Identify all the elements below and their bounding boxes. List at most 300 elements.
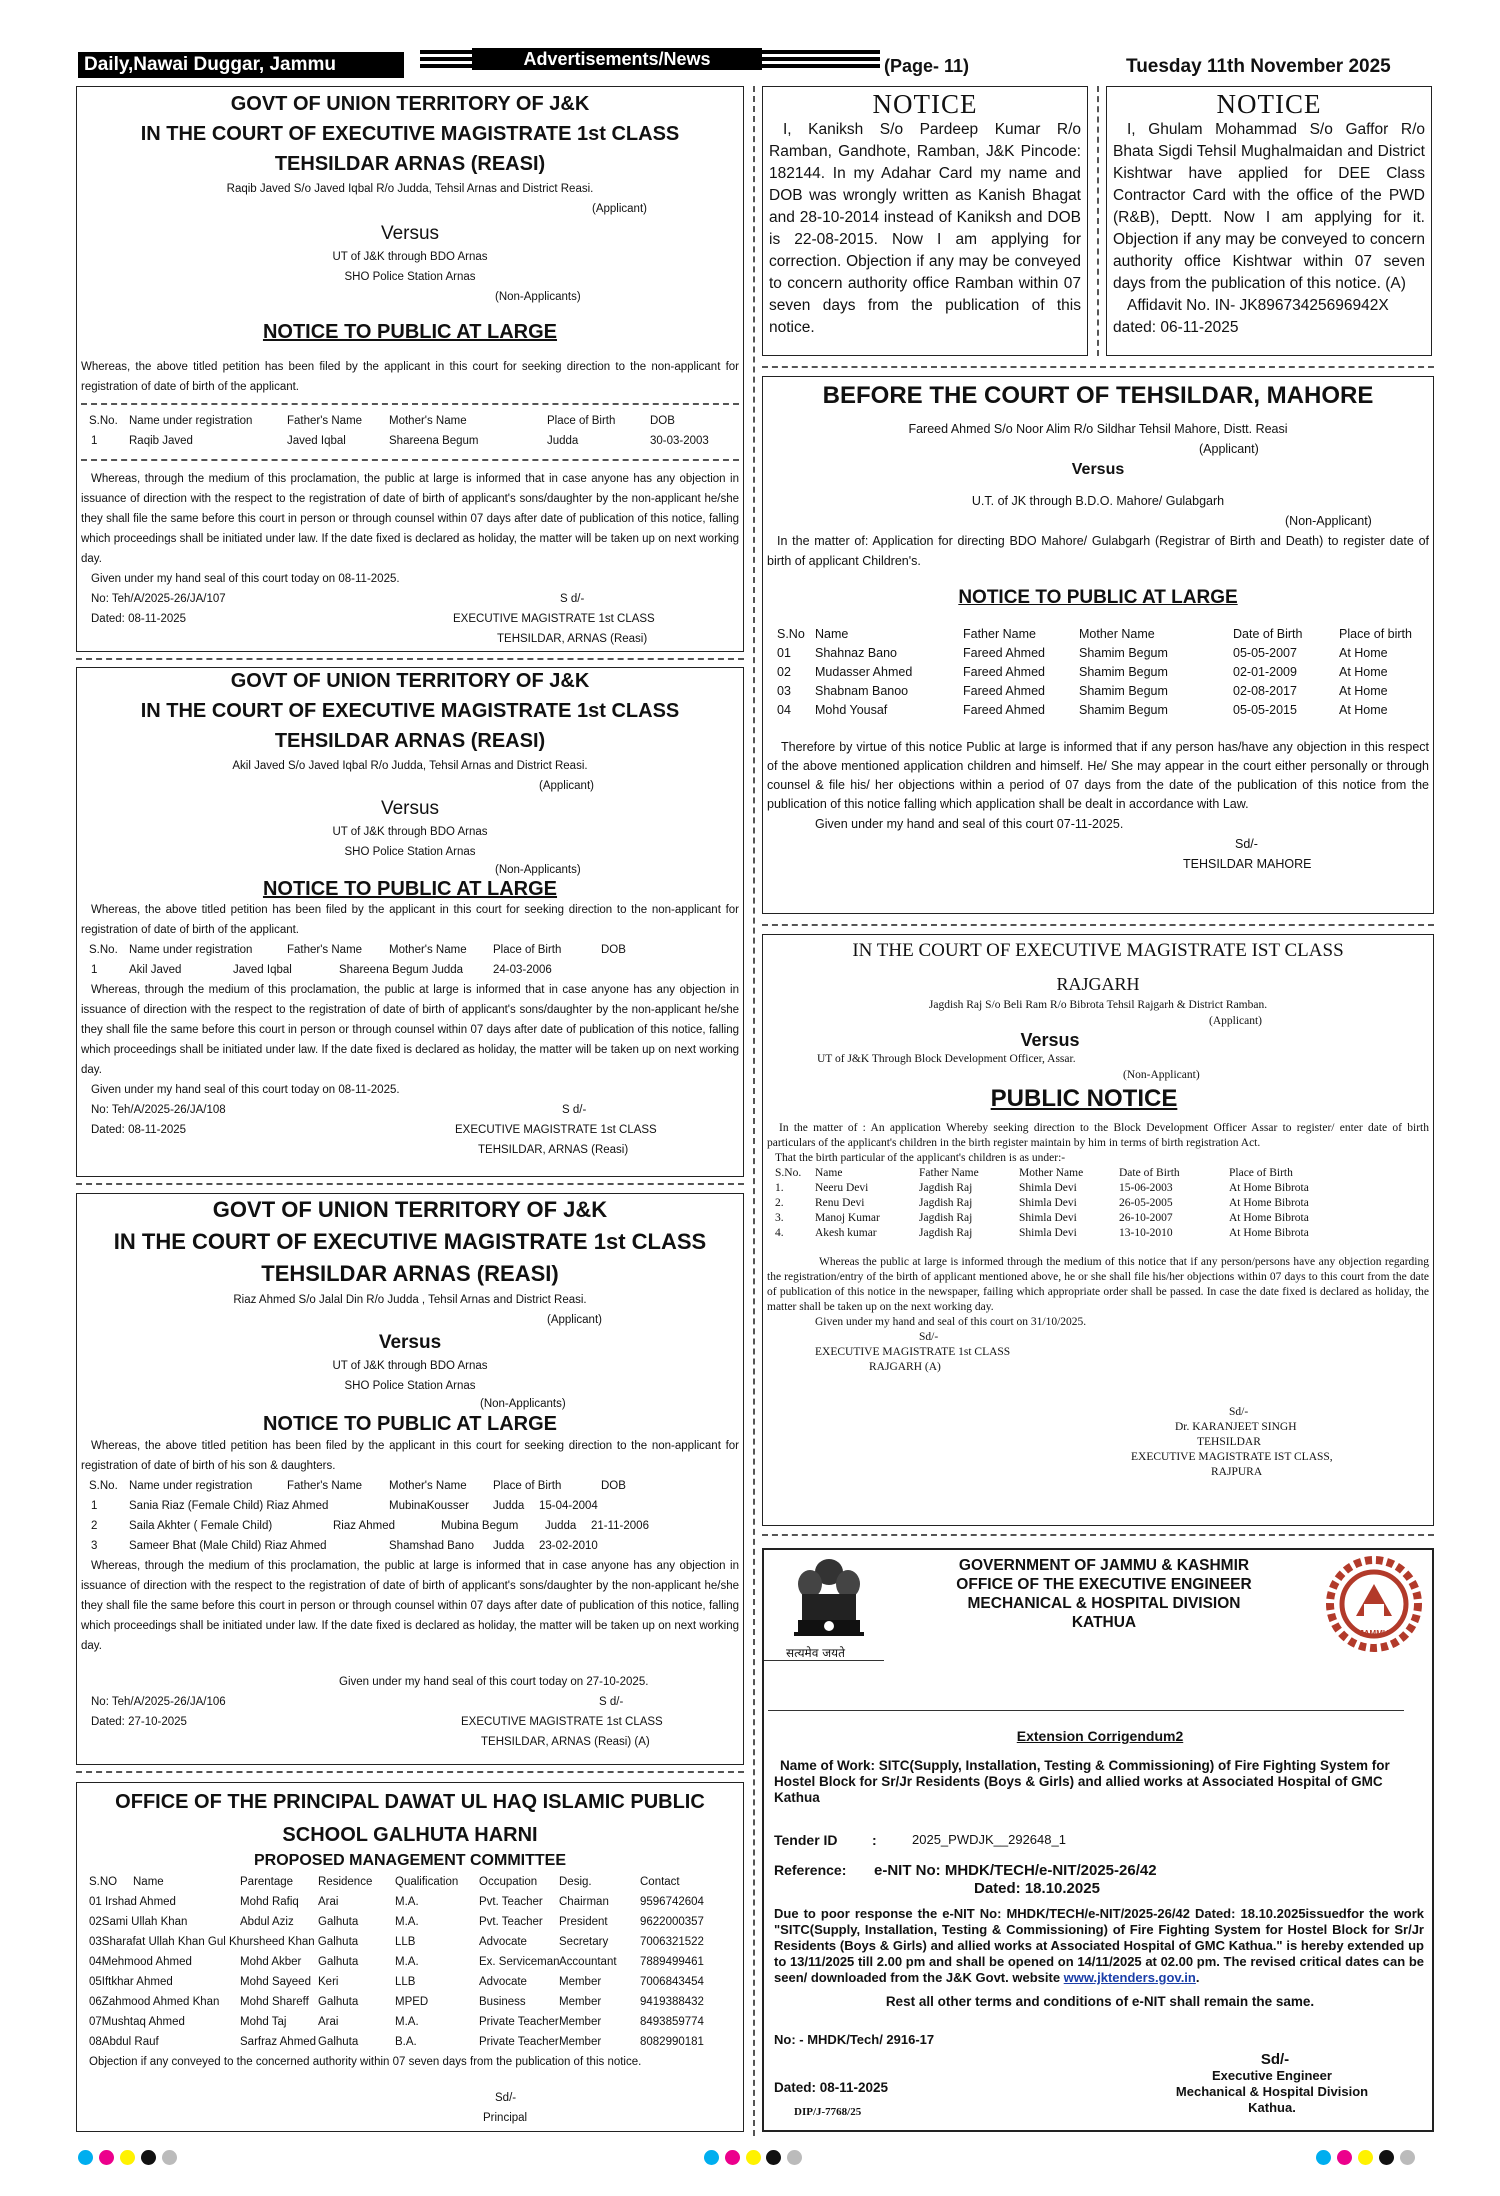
cell: 26-10-2007 [1119, 1212, 1173, 1224]
cell: 8493859774 [640, 2016, 704, 2028]
cell: 9419388432 [640, 1996, 704, 2008]
matter-line: In the matter of : An application Whereby seeking direction to the Block Development Officer Assar to register/ enter date of birth particulars of the applicant's children in the birth register maintain by him in terms of birth registration Act. [767, 1122, 1429, 1149]
magenta-dot [99, 2150, 114, 2165]
table-row [77, 960, 743, 980]
col-mother: Mother's Name [389, 1480, 467, 1492]
applicant-tag: (Applicant) [547, 1314, 602, 1326]
cell: 03Sharafat Ullah Khan Gul Khursheed Khan Galhuta [89, 1936, 359, 1948]
col-name: Name [815, 627, 849, 641]
signatory-office: RAJGARH (A) [869, 1361, 941, 1373]
col-mother: Mother's Name [389, 944, 467, 956]
given-line: Given under my hand seal of this court today on 27-10-2025. [339, 1676, 649, 1688]
notice-title: NOTICE TO PUBLIC AT LARGE [262, 878, 558, 900]
dated-line [77, 609, 743, 629]
signatory-place: Kathua. [1248, 2100, 1296, 2115]
applicant-line: Jagdish Raj S/o Beli Ram R/o Bibrota Tehsil Rajgarh & District Ramban. [928, 999, 1268, 1011]
magenta-dot [725, 2150, 740, 2165]
col-name: Name under registration [129, 415, 253, 427]
divider [81, 403, 739, 405]
notice-title: NOTICE [1216, 89, 1322, 119]
cell: Abdul Aziz [240, 1916, 294, 1928]
signatory-office: TEHSILDAR, ARNAS (Reasi) (A) [481, 1736, 650, 1748]
dated-line [77, 1120, 743, 1140]
cell: M.A. [395, 2016, 419, 2028]
org-line-1: GOVERNMENT OF JAMMU & KASHMIR [958, 1557, 1250, 1574]
applicant-line: Raqib Javed S/o Javed Iqbal R/o Judda, Tehsil Arnas and District Reasi. [226, 183, 594, 195]
respondent: U.T. of JK through B.D.O. Mahore/ Gulabgarh [971, 494, 1225, 508]
signatory-office: TEHSILDAR, ARNAS (Reasi) [497, 633, 648, 645]
table-row [763, 644, 1433, 663]
versus: Versus [380, 798, 440, 819]
signature-mark: Sd/- [1235, 837, 1258, 851]
divider [1097, 86, 1099, 356]
govt-heading: GOVT OF UNION TERRITORY OF J&K [230, 670, 590, 692]
court-heading: IN THE COURT OF EXECUTIVE MAGISTRATE 1st CLASS [113, 1229, 707, 1254]
cell: Shamshad Bano [389, 1540, 475, 1552]
table-row [77, 1972, 743, 1992]
intro-line: That the birth particular of the applicant's children is as under:- [775, 1152, 1066, 1164]
cell: Shahnaz Bano [815, 646, 898, 660]
col-dob: DOB [601, 944, 626, 956]
dated: Dated: 08-11-2025 [91, 613, 187, 625]
cell: 01 [777, 646, 791, 660]
cell: Galhuta [318, 2036, 359, 2048]
reference-label: Reference: [774, 1862, 847, 1878]
cell: 08Abdul Rauf [89, 2036, 159, 2048]
notice-kaniksh [762, 86, 1088, 356]
signatory-title: EXECUTIVE MAGISTRATE 1st CLASS [815, 1346, 1011, 1358]
col-contact: Contact [640, 1876, 680, 1888]
cell: At Home [1339, 703, 1388, 717]
col-sno: S.No. [89, 944, 118, 956]
cell: President [559, 1916, 608, 1928]
table-row [77, 2032, 743, 2052]
applicant-line: Riaz Ahmed S/o Jalal Din R/o Judda , Tehsil Arnas and District Reasi. [233, 1294, 587, 1306]
cell: 03 [777, 684, 791, 698]
col-parentage: Parentage [240, 1876, 294, 1888]
notice-body: I, Ghulam Mohammad S/o Gaffor R/o Bhata Sigdi Tehsil Mughalmaidan and District Kishtwar have applied for DEE Class Contractor Card with the office of the PWD (R&B), Deptt. Now I am applying for it. Objection if any may be conveyed to concern authority office Kishtwar within 07 seven days from the publication of this notice. (A) [1113, 121, 1425, 292]
signatory-title-3: EXECUTIVE MAGISTRATE IST CLASS, [1131, 1451, 1333, 1463]
notice-title: NOTICE [872, 89, 978, 119]
emblem-motto: सत्यमेव जयते [786, 1646, 845, 1660]
cell: 7006843454 [640, 1976, 704, 1988]
signature-mark: S d/- [560, 593, 585, 605]
col-place: Place of birth [1339, 627, 1412, 641]
col-dob: DOB [601, 1480, 626, 1492]
cell: At Home [1339, 665, 1388, 679]
cell: MPED [395, 1996, 429, 2008]
work-label: Name of Work [780, 1758, 871, 1773]
affidavit-number: Affidavit No. IN- JK89673425696942X [1127, 297, 1389, 314]
respondent-2: SHO Police Station Arnas [344, 1380, 476, 1392]
cell: Shamim Begum [1079, 646, 1168, 660]
cell: 02 [777, 665, 791, 679]
cell: MubinaKousser [389, 1500, 469, 1512]
gray-dot [162, 2150, 177, 2165]
signature-mark: Sd/- [919, 1331, 939, 1343]
notice-body: I, Kaniksh S/o Pardeep Kumar R/o Ramban, Gandhote, Ramban, J&K Pincode: 182144. In my Adahar Card my name and DOB was wrongly written as Kanish Bhagat and 28-10-2014 instead of Kaniksh and DOB is 22-08-2015. Now I am applying for correction. Objection if any may be conveyed to concern authority office Ramban within 07 seven days from the publication of this notice. [769, 121, 1081, 336]
yellow-dot [1358, 2150, 1373, 2165]
cell: 21-11-2006 [591, 1520, 649, 1532]
cell: Mubina Begum [441, 1520, 519, 1532]
col-designation: Desig. [559, 1876, 592, 1888]
black-dot [1379, 2150, 1394, 2165]
given-line: Given under my hand and seal of this court 07-11-2025. [815, 817, 1124, 831]
signatory-name: Dr. KARANJEET SINGH [1175, 1421, 1297, 1433]
table-row [763, 1181, 1433, 1196]
cell: 3 [91, 1540, 98, 1552]
rest-terms: Rest all other terms and conditions of e-NIT shall remain the same. [885, 1994, 1315, 2009]
divider [762, 1534, 1434, 1536]
signatory-title-2: TEHSILDAR [1197, 1436, 1261, 1448]
signature-block [1152, 2052, 1392, 2116]
cell: 8082990181 [640, 2036, 704, 2048]
section-label: Advertisements/News [472, 48, 762, 70]
divider [76, 1183, 744, 1185]
cell: Javed Iqbal [233, 964, 292, 976]
cell: At Home [1339, 684, 1388, 698]
cell: 3. [775, 1212, 784, 1224]
col-place: Place of Birth [547, 415, 616, 427]
cell: Secretary [559, 1936, 609, 1948]
cell: 1 [91, 964, 98, 976]
cell: Shamim Begum [1079, 684, 1168, 698]
cyan-dot [1316, 2150, 1331, 2165]
court-heading: BEFORE THE COURT OF TEHSILDAR, MAHORE [822, 382, 1374, 409]
cell: Fareed Ahmed [963, 703, 1045, 717]
jktenders-link[interactable]: www.jktenders.gov.in [1063, 1970, 1196, 1985]
tehsildar-heading: TEHSILDAR ARNAS (REASI) [274, 730, 546, 752]
cell: Jagdish Raj [919, 1212, 973, 1224]
respondent-1: UT of J&K through BDO Arnas [332, 826, 488, 838]
divider [762, 924, 1434, 926]
cell: M.A. [395, 1896, 419, 1908]
seal-text: JAMMU [1359, 1629, 1389, 1638]
versus: Versus [378, 1332, 442, 1353]
notice-para-2: Whereas, through the medium of this proclamation, the public at large is informed that in case anyone has any objection in issuance of direction with the respect to the registration of date of birth of applicant's sons/daughter by the non-applicant he/she they shall file the same before this court in person or through counsel within 07 days after date of publication of this notice, falling which proceedings shall be initiated under law. If the date fixed is declared as holiday, the matter will be taken up on next working day. [81, 473, 739, 565]
table-row [763, 663, 1433, 682]
cell: Member [559, 1976, 602, 1988]
sign-line [77, 1140, 743, 1160]
cell: Shimla Devi [1019, 1197, 1077, 1209]
cell: 23-02-2010 [539, 1540, 598, 1552]
table-row [763, 1196, 1433, 1211]
cell: Pvt. Teacher [479, 1916, 543, 1928]
signature-mark: S d/- [562, 1104, 587, 1116]
signature-mark: S d/- [599, 1696, 624, 1708]
table-header [77, 1872, 743, 1892]
order-number: No: Teh/A/2025-26/JA/106 [91, 1696, 226, 1708]
cell: 01 Irshad Ahmed [89, 1896, 176, 1908]
school-heading: OFFICE OF THE PRINCIPAL DAWAT UL HAQ ISLAMIC PUBLIC [115, 1791, 705, 1813]
dated: Dated: 08-11-2025 [774, 2080, 889, 2095]
signatory-title: TEHSILDAR MAHORE [1183, 857, 1312, 871]
cell: 02Sami Ullah Khan [89, 1916, 188, 1928]
color-registration-left [78, 2150, 177, 2166]
govt-heading: GOVT OF UNION TERRITORY OF J&K [230, 93, 590, 115]
cell: Akil Javed [129, 964, 182, 976]
col-mother: Mother Name [1019, 1167, 1084, 1179]
notice-para: Therefore by virtue of this notice Public at large is informed that if any person has/have any objection in this respect of the above mentioned application children and himself. He/ She may appear in the court either personally or through counsel & file his/ her objections within a period of 07 days from the date of the publication of this notice from the publication of this notice falling which application shall be dealt in accordance with Law. [767, 740, 1429, 811]
col-residence: Residence [318, 1876, 373, 1888]
work-description [774, 1758, 1424, 1806]
black-dot [141, 2150, 156, 2165]
cell: Shamim Begum [1079, 665, 1168, 679]
cell: B.A. [395, 2036, 417, 2048]
divider [76, 658, 744, 660]
tehsildar-heading: TEHSILDAR ARNAS (REASI) [261, 1261, 559, 1286]
cell: Galhuta [318, 1916, 359, 1928]
cell: 15-04-2004 [539, 1500, 598, 1512]
work-text: : SITC(Supply, Installation, Testing & Commissioning) of Fire Fighting System for Hostel Block for Sr/Jr Residents (Boys & Girls) and allied works at Associated Hospital of GMC Kathua [774, 1758, 1390, 1805]
notice-corrigendum [762, 1548, 1434, 2132]
cell: 15-06-2003 [1119, 1182, 1173, 1194]
cell: Saila Akhter ( Female Child) [129, 1520, 273, 1532]
notice-title: NOTICE TO PUBLIC AT LARGE [262, 1413, 558, 1435]
corrigendum-body: Due to poor response the e-NIT No: MHDK/TECH/e-NIT/2025-26/42 Dated: 18.10.2025issuedfor the work "SITC(Supply, Installation, Testing & Commissioning) of Fire Fighting System for Hostel Block for Sr/Jr Residents (Boys & Girls) and allied works at Associated Hospital of GMC Kathua." is hereby extended up to 13/11/2025 till 2.00 pm and shall be opened on 14/11/2025 at 02.00 pm. The revised critical dates can be seen/ downloaded from the J&K Govt. website www.jktenders.gov.in. [774, 1906, 1424, 1985]
table-row [77, 1536, 743, 1556]
non-applicants-tag: (Non-Applicants) [495, 291, 581, 303]
table-row [763, 682, 1433, 701]
cell: Mohd Taj [240, 2016, 287, 2028]
col-father: Father's Name [287, 415, 363, 427]
reference-date: Dated: 18.10.2025 [974, 1880, 1100, 1897]
respondent: UT of J&K Through Block Development Officer, Assar. [817, 1053, 1076, 1065]
notice-title: NOTICE TO PUBLIC AT LARGE [958, 587, 1238, 608]
signatory-title: EXECUTIVE MAGISTRATE 1st CLASS [455, 1124, 657, 1136]
cell: Mudasser Ahmed [815, 665, 913, 679]
cell: Private Teacher [479, 2036, 559, 2048]
cell: Sarfraz Ahmed [240, 2036, 317, 2048]
notice-para: Whereas the public at large is informed through the medium of this notice that if any person/persons have any objection regarding the registration/entry of the birth of applicant mentioned above, he or she shall file his/her objections within 07 days to this court from the date of publication of this notice in the newspaper, failing which appropriate order shall be passed. In case the date fixed is declared as holiday, the matter shall be taken up on the next working day. [767, 1256, 1429, 1313]
cell: Mohd Shareff [240, 1996, 309, 2008]
col-place: Place of Birth [1229, 1167, 1293, 1179]
table-row [77, 1516, 743, 1536]
order-number: No: Teh/A/2025-26/JA/107 [91, 593, 226, 605]
cell: 2 [91, 1520, 98, 1532]
cell: 05-05-2007 [1233, 646, 1297, 660]
cell: Fareed Ahmed [963, 665, 1045, 679]
dated: Dated: 08-11-2025 [91, 1124, 187, 1136]
cell: 9596742604 [640, 1896, 704, 1908]
cell: 02-08-2017 [1233, 684, 1297, 698]
cell: M.A. [395, 1956, 419, 1968]
dated: dated: 06-11-2025 [1113, 319, 1239, 336]
children-table [763, 1181, 1433, 1241]
versus: Versus [380, 223, 440, 244]
column-separator [753, 86, 755, 2136]
applicant-tag: (Applicant) [1199, 442, 1259, 456]
cell: 07Mushtaq Ahmed [89, 2016, 185, 2028]
col-sno: S.No [777, 627, 805, 641]
non-applicant-tag: (Non-Applicant) [1285, 514, 1372, 528]
dated: Dated: 27-10-2025 [91, 1716, 187, 1728]
cell: 1 [91, 1500, 98, 1512]
col-place: Place of Birth [493, 1480, 562, 1492]
table-row [763, 1226, 1433, 1241]
given-line: Given under my hand and seal of this court on 31/10/2025. [815, 1316, 1087, 1328]
table-row [77, 1892, 743, 1912]
cell: Shamim Begum [1079, 703, 1168, 717]
org-header [884, 1556, 1324, 1632]
cell: 05Iftkhar Ahmed [89, 1976, 173, 1988]
committee-table [77, 1892, 743, 2052]
notice-school-committee [76, 1782, 744, 2132]
cell: 4. [775, 1227, 784, 1239]
cell: Keri [318, 1976, 339, 1988]
col-name: Name [815, 1167, 843, 1179]
cell: Javed Iqbal [287, 435, 346, 447]
cell: 26-05-2005 [1119, 1197, 1173, 1209]
cell: M.A. [395, 1916, 419, 1928]
table-header [77, 940, 743, 960]
issue-date: Tuesday 11th November 2025 [1126, 56, 1391, 77]
cell: Advocate [479, 1976, 527, 1988]
no-line [77, 589, 743, 609]
respondent-1: UT of J&K through BDO Arnas [332, 1360, 488, 1372]
matter-line: In the matter of: Application for directing BDO Mahore/ Gulabgarh (Registrar of Birth and Death) to register date of birth of applicant Children's. [767, 534, 1429, 568]
table-row [77, 1992, 743, 2012]
court-heading: IN THE COURT OF EXECUTIVE MAGISTRATE 1st CLASS [140, 123, 680, 145]
court-heading: IN THE COURT OF EXECUTIVE MAGISTRATE IST CLASS [852, 940, 1344, 961]
cell: Jagdish Raj [919, 1227, 973, 1239]
col-mother: Mother's Name [389, 415, 467, 427]
col-dob: DOB [650, 415, 675, 427]
applicant-line: Akil Javed S/o Javed Iqbal R/o Judda, Tehsil Arnas and District Reasi. [232, 760, 588, 772]
table-row [77, 1496, 743, 1516]
gray-dot [787, 2150, 802, 2165]
respondent-2: SHO Police Station Arnas [344, 271, 476, 283]
dated-line [77, 1712, 743, 1732]
notice-arnas-107 [76, 86, 744, 652]
col-sno: S.No. [89, 415, 118, 427]
signatory-place: RAJPURA [1211, 1466, 1263, 1478]
cell: 7889499461 [640, 1956, 704, 1968]
given-line: Given under my hand seal of this court today on 08-11-2025. [91, 1084, 400, 1096]
divider [762, 366, 1434, 368]
table-row [763, 1211, 1433, 1226]
court-place: RAJGARH [1056, 974, 1140, 994]
tender-id: 2025_PWDJK__292648_1 [912, 1832, 1066, 1847]
cell: Judda [545, 1520, 577, 1532]
color-registration-right [1316, 2150, 1415, 2166]
magenta-dot [1337, 2150, 1352, 2165]
signatory-title: Principal [483, 2112, 528, 2124]
versus: Versus [1071, 461, 1125, 478]
given-line: Given under my hand seal of this court today on 08-11-2025. [91, 573, 400, 585]
table-row [77, 1932, 743, 1952]
cell: Fareed Ahmed [963, 646, 1045, 660]
cell: Shareena Begum Judda [339, 964, 464, 976]
children-table [763, 644, 1433, 720]
table-header [763, 625, 1433, 644]
col-name: Name under registration [129, 944, 253, 956]
cell: 9622000357 [640, 1916, 704, 1928]
cell: Shimla Devi [1019, 1182, 1077, 1194]
col-father: Father Name [963, 627, 1036, 641]
cell: Judda [493, 1540, 525, 1552]
cell: 04Mehmood Ahmed [89, 1956, 192, 1968]
col-dob: Date of Birth [1233, 627, 1303, 641]
cell: Member [559, 1996, 602, 2008]
no-line [77, 1100, 743, 1120]
cell: Galhuta [318, 1956, 359, 1968]
cell: Arai [318, 1896, 339, 1908]
cell: Ex. Serviceman [479, 1956, 560, 1968]
notice-para-2: Whereas, through the medium of this proclamation, the public at large is informed that in case anyone has any objection in issuance of direction with the respect to the registration of date of birth of applicant's sons/daughter by the non-applicant he/she they shall file the same before this court in person or through counsel within 07 days after date of publication of this notice, falling which proceedings shall be initiated under law. If the date fixed is declared as holiday, the matter will be taken up on next working day. [81, 1560, 739, 1652]
cell: Akesh kumar [815, 1227, 877, 1239]
black-dot [766, 2150, 781, 2165]
cell: Private Teacher [479, 2016, 559, 2028]
tender-label: Tender ID [774, 1832, 838, 1848]
yellow-dot [120, 2150, 135, 2165]
signatory-office: TEHSILDAR, ARNAS (Reasi) [478, 1144, 629, 1156]
org-line-4: KATHUA [1071, 1614, 1137, 1631]
notice-para-2: Whereas, through the medium of this proclamation, the public at large is informed that in case anyone has any objection in issuance of direction with the respect to the registration of date of birth of applicant's sons/daughter by the non-applicant he/she they shall file the same before this court in person or through counsel within 07 days after date of publication of this notice, falling which proceedings shall be initiated under law. If the date fixed is declared as holiday, the matter will be taken up on next working day. [81, 984, 739, 1076]
cell: Member [559, 2016, 602, 2028]
table-row [77, 431, 743, 451]
cell: Fareed Ahmed [963, 684, 1045, 698]
notice-ghulam [1106, 86, 1432, 356]
signatory-title: EXECUTIVE MAGISTRATE 1st CLASS [453, 613, 655, 625]
cell: At Home Bibrota [1229, 1197, 1309, 1209]
order-number: No: - MHDK/Tech/ 2916-17 [774, 2032, 935, 2047]
col-father: Father Name [919, 1167, 979, 1179]
cell: Shabnam Banoo [815, 684, 909, 698]
signatory-title: EXECUTIVE MAGISTRATE 1st CLASS [461, 1716, 663, 1728]
applicant-tag: (Applicant) [539, 780, 594, 792]
cell: Accountant [559, 1956, 617, 1968]
color-registration-mid [704, 2150, 761, 2166]
cell: 2. [775, 1197, 784, 1209]
cell: Neeru Devi [815, 1182, 869, 1194]
notice-para-1: Whereas, the above titled petition has been filed by the applicant in this court for seeking direction to the non-applicant for registration of date of birth of his son & daughters. [81, 1440, 739, 1472]
cell: 06Zahmood Ahmed Khan [89, 1996, 220, 2008]
table-row [77, 1912, 743, 1932]
cell: Member [559, 2036, 602, 2048]
col-sno: S.NO [89, 1876, 118, 1888]
sign-line [77, 629, 743, 649]
table-row [77, 2012, 743, 2032]
notice-para-1: Whereas, the above titled petition has been filed by the applicant in this court for seeking direction to the non-applicant for registration of date of birth of the applicant. [81, 361, 739, 393]
table-header [77, 411, 743, 431]
table-row [77, 1952, 743, 1972]
applicant-tag: (Applicant) [592, 203, 647, 215]
cell: Raqib Javed [129, 435, 193, 447]
cell: Advocate [479, 1936, 527, 1948]
dip-number: DIP/J-7768/25 [794, 2106, 862, 2118]
masthead-name: Daily,Nawai Duggar, Jammu [78, 52, 404, 78]
cell: Jagdish Raj [919, 1197, 973, 1209]
no-line [77, 1692, 743, 1712]
divider [81, 459, 739, 461]
reference-nit: e-NIT No: MHDK/TECH/e-NIT/2025-26/42 [874, 1862, 1157, 1879]
col-name: Name [133, 1876, 164, 1888]
col-name: Name under registration [129, 1480, 253, 1492]
respondent-2: SHO Police Station Arnas [344, 846, 476, 858]
cell: At Home Bibrota [1229, 1182, 1309, 1194]
cell: LLB [395, 1936, 416, 1948]
cell: 05-05-2015 [1233, 703, 1297, 717]
cell: 04 [777, 703, 791, 717]
cell: 24-03-2006 [493, 964, 552, 976]
tehsildar-heading: TEHSILDAR ARNAS (REASI) [274, 153, 546, 175]
table-header [763, 1166, 1433, 1181]
page-number: (Page- 11) [884, 56, 970, 76]
signatory-division: Mechanical & Hospital Division [1175, 2084, 1369, 2099]
signature-mark: Sd/- [495, 2092, 517, 2104]
cell: Judda [493, 1500, 525, 1512]
